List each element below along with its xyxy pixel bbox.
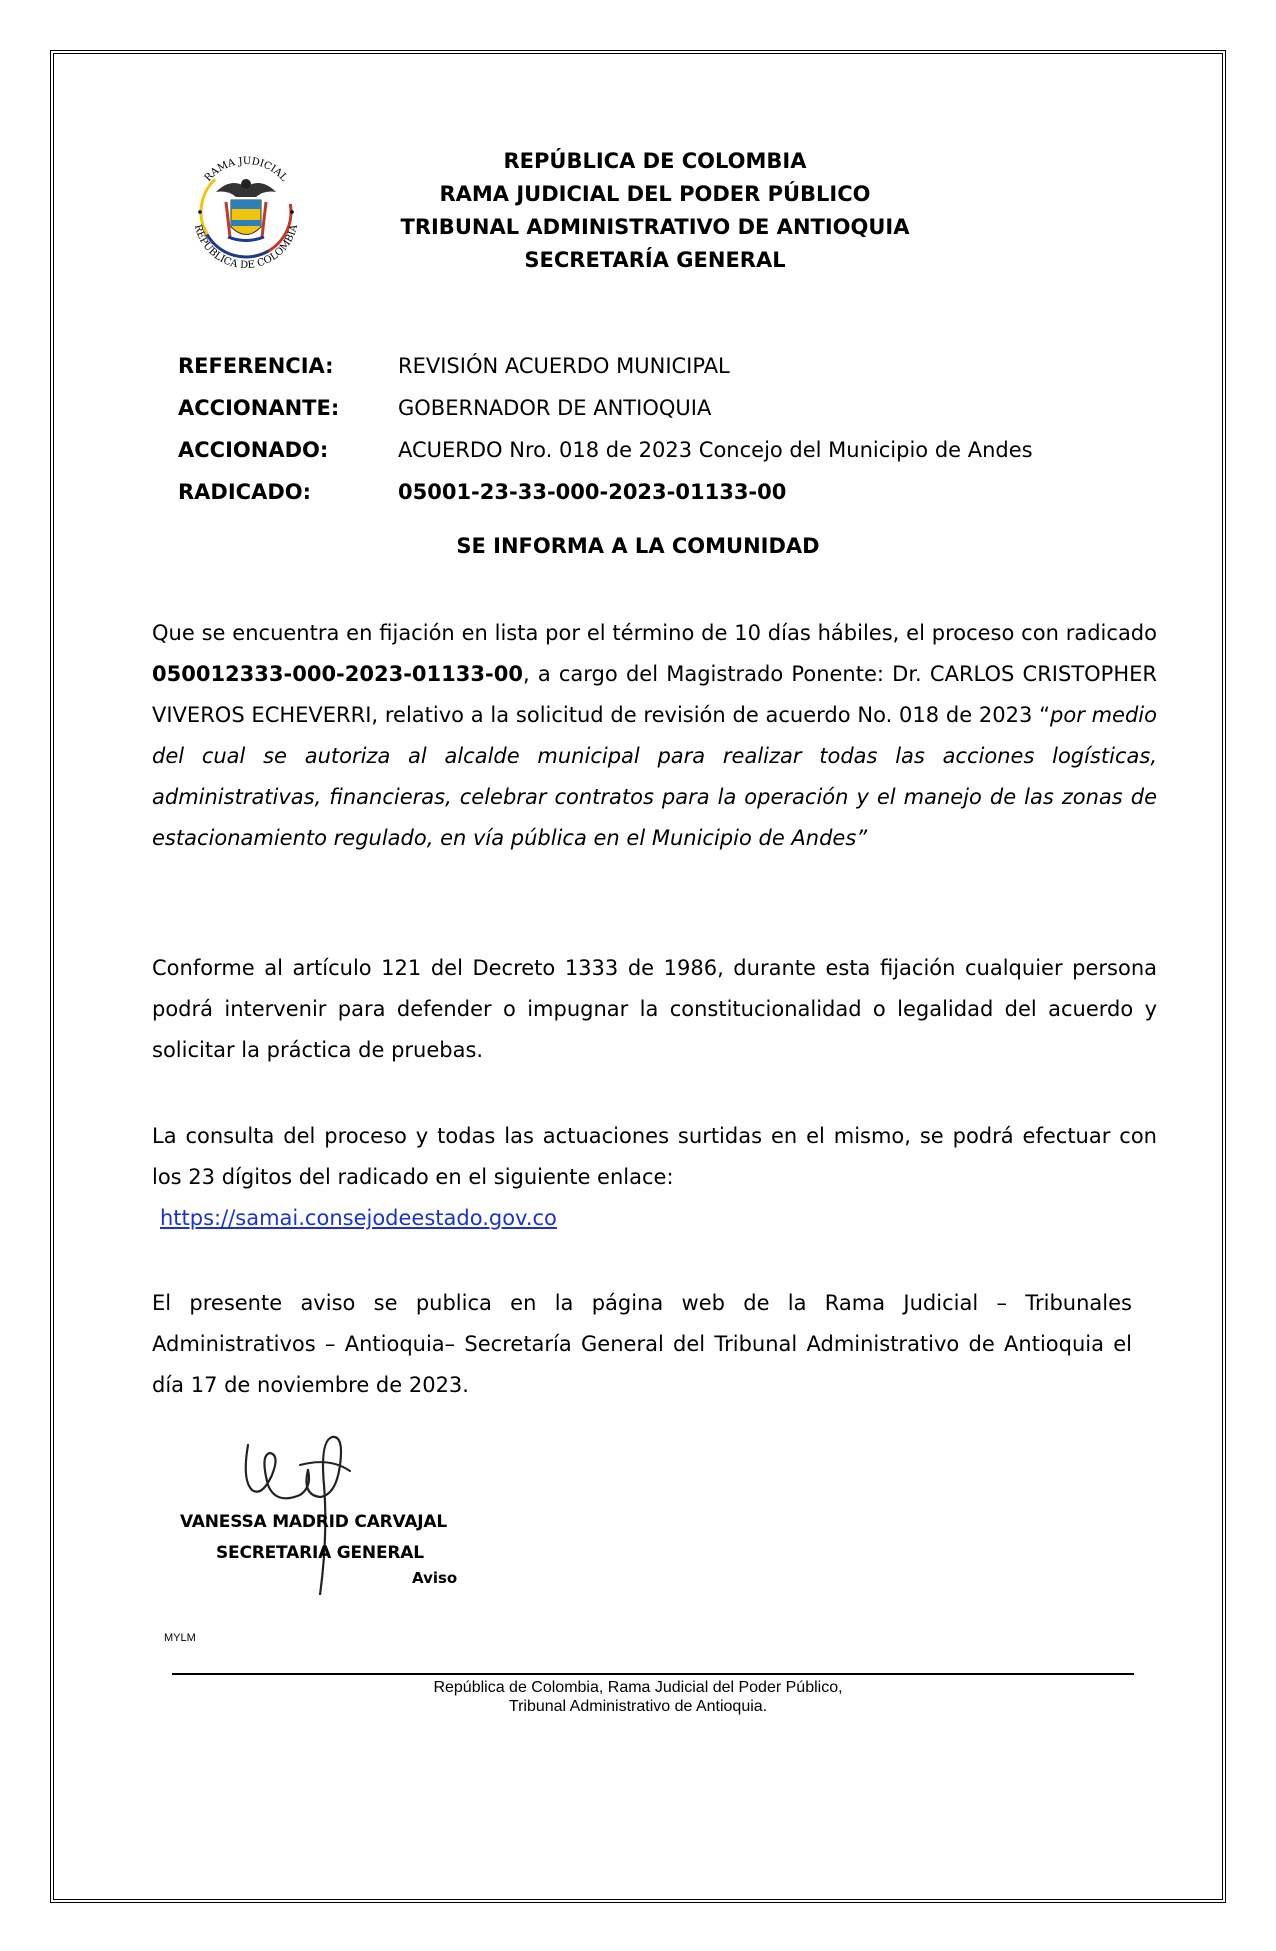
- header-country: REPÚBLICA DE COLOMBIA: [503, 149, 807, 173]
- document-header: [330, 145, 980, 277]
- svg-text:REPÚBLICA DE COLOMBIA: REPÚBLICA DE COLOMBIA: [191, 223, 301, 272]
- paragraph-publicacion: El presente aviso se publica en la página web de la Rama Judicial – Tribunales Administrativos – Antioquia– Secretaría General del Tribunal Administrativo de Antioquia el día 17 de noviembre de 2023.: [152, 1291, 1132, 1397]
- paragraph-fijacion: [152, 613, 1157, 859]
- footer-line-2: Tribunal Administrativo de Antioquia.: [508, 1698, 768, 1715]
- radicado-row: [178, 471, 1128, 513]
- paragraph-fijacion-text-b: , a cargo del Magistrado Ponente: Dr. CARLOS CRISTOPHER VIVEROS ECHEVERRI, relativo a la solicitud de revisión de acuerdo No. 018 de 2023 “: [152, 662, 1157, 727]
- notice-title: SE INFORMA A LA COMUNIDAD: [456, 534, 820, 558]
- reference-value: REVISIÓN ACUERDO MUNICIPAL: [398, 354, 730, 378]
- typist-initials: MYLM: [164, 1632, 196, 1644]
- footer-divider: [172, 1673, 1134, 1675]
- svg-text:RAMA JUDICIAL: RAMA JUDICIAL: [202, 155, 290, 184]
- paragraph-conforme: Conforme al artículo 121 del Decreto 1333 de 1986, durante esta fijación cualquier persona podrá intervenir para defender o impugnar la constitucionalidad o legalidad del acuerdo y solicitar la práctica de pruebas.: [152, 956, 1157, 1062]
- accionante-value: GOBERNADOR DE ANTIOQUIA: [398, 396, 712, 420]
- paragraph-consulta: [152, 1116, 1157, 1239]
- signature-note: Aviso: [412, 1569, 458, 1587]
- signer-role: SECRETARIA GENERAL: [216, 1543, 424, 1563]
- radicado-value: 05001-23-33-000-2023-01133-00: [398, 480, 787, 504]
- reference-row: [178, 345, 1128, 387]
- reference-label: REFERENCIA:: [178, 354, 334, 378]
- paragraph-consulta-text: La consulta del proceso y todas las actuaciones surtidas en el mismo, se podrá efectuar con los 23 dígitos del radicado en el siguiente enlace:: [152, 1124, 1157, 1189]
- signer-name: VANESSA MADRID CARVAJAL: [180, 1512, 448, 1532]
- accionado-value: ACUERDO Nro. 018 de 2023 Concejo del Municipio de Andes: [398, 438, 1033, 462]
- accionante-row: [178, 387, 1128, 429]
- accionado-label: ACCIONADO:: [178, 438, 329, 462]
- page-footer: [0, 1678, 1276, 1716]
- paragraph-fijacion-text-a: Que se encuentra en fijación en lista por el término de 10 días hábiles, el proceso con radicado: [152, 621, 1157, 645]
- radicado-label: RADICADO:: [178, 480, 312, 504]
- header-branch: RAMA JUDICIAL DEL PODER PÚBLICO: [439, 182, 871, 206]
- header-tribunal: TRIBUNAL ADMINISTRATIVO DE ANTIOQUIA: [400, 215, 910, 239]
- header-office: SECRETARÍA GENERAL: [524, 248, 786, 272]
- paragraph-fijacion-quote: por medio del cual se autoriza al alcalde municipal para realizar todas las acciones logísticas, administrativas, financieras, celebrar contratos para la operación y el manejo de las zonas de estacionamiento regulado, en vía pública en el Municipio de Andes”: [152, 703, 1157, 850]
- footer-line-1: República de Colombia, Rama Judicial del Poder Público,: [433, 1679, 843, 1696]
- accionado-row: [178, 429, 1128, 471]
- reference-block: [178, 345, 1128, 513]
- paragraph-fijacion-radicado: 050012333-000-2023-01133-00: [152, 662, 523, 686]
- handwritten-signature: [240, 1425, 440, 1595]
- rama-judicial-seal-logo: [176, 142, 316, 282]
- samai-link[interactable]: https://samai.consejodeestado.gov.co: [160, 1206, 557, 1230]
- accionante-label: ACCIONANTE:: [178, 396, 340, 420]
